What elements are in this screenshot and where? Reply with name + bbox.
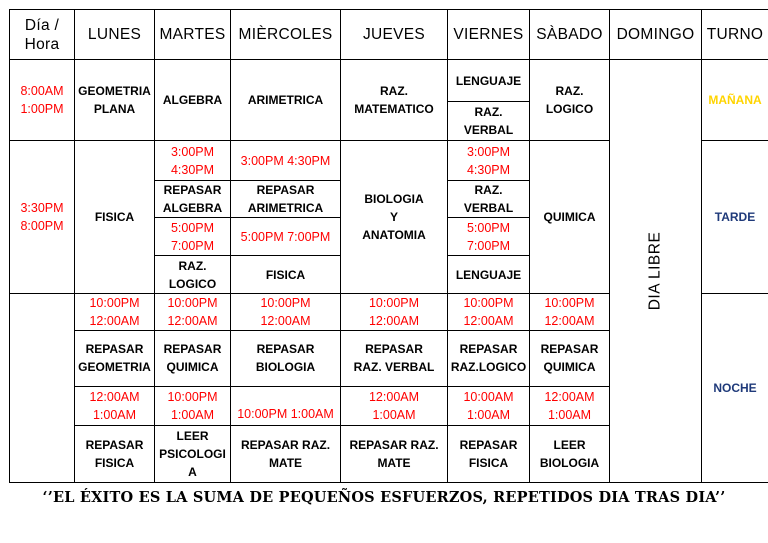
noche-viernes-subject-2: REPASAR FISICA (448, 425, 530, 482)
noche-jueves-subject-1: REPASAR RAZ. VERBAL (341, 330, 448, 386)
noche-jueves-subject-2: REPASAR RAZ. MATE (341, 425, 448, 482)
tarde-martes-subject-2: RAZ. LOGICO (155, 256, 231, 293)
header-jueves: JUEVES (341, 10, 448, 60)
noche-lunes-subject-1: REPASAR GEOMETRIA (75, 330, 155, 386)
noche-lunes-time-1: 10:00PM 12:00AM (75, 293, 155, 330)
tarde-viernes-subject-2: LENGUAJE (448, 256, 530, 293)
tarde-jueves: BIOLOGIA Y ANATOMIA (341, 141, 448, 293)
noche-lunes-subject-2: REPASAR FISICA (75, 425, 155, 482)
tarde-miercoles-subject-2: FISICA (231, 256, 341, 293)
turno-tarde: TARDE (702, 141, 768, 293)
header-turno: TURNO (702, 10, 768, 60)
header-domingo: DOMINGO (610, 10, 702, 60)
tarde-viernes-time-1: 3:00PM 4:30PM (448, 141, 530, 181)
tarde-lunes: FISICA (75, 141, 155, 293)
noche-sabado-subject-2: LEER BIOLOGIA (530, 425, 610, 482)
noche-viernes-time-2: 10:00AM 1:00AM (448, 386, 530, 425)
tarde-viernes-subject-1: RAZ. VERBAL (448, 181, 530, 218)
manana-jueves: RAZ. MATEMATICO (341, 60, 448, 141)
noche-sabado-time-1: 10:00PM 12:00AM (530, 293, 610, 330)
turno-noche: NOCHE (702, 293, 768, 482)
noche-jueves-time-1: 10:00PM 12:00AM (341, 293, 448, 330)
manana-sabado: RAZ. LOGICO (530, 60, 610, 141)
manana-viernes-1: LENGUAJE (448, 60, 530, 102)
manana-viernes-2: RAZ. VERBAL (448, 102, 530, 141)
turno-manana: MAÑANA (702, 60, 768, 141)
header-hora: Día / Hora (10, 10, 75, 60)
manana-lunes: GEOMETRIA PLANA (75, 60, 155, 141)
noche-miercoles-time-1: 10:00PM 12:00AM (231, 293, 341, 330)
manana-martes: ALGEBRA (155, 60, 231, 141)
tarde-martes-time-1: 3:00PM 4:30PM (155, 141, 231, 181)
tarde-sabado: QUIMICA (530, 141, 610, 293)
tarde-miercoles-time-2: 5:00PM 7:00PM (231, 218, 341, 256)
time-noche-empty (10, 293, 75, 482)
noche-miercoles-time-2: 10:00PM 1:00AM (231, 386, 341, 425)
tarde-miercoles-subject-1: REPASAR ARIMETRICA (231, 181, 341, 218)
time-tarde: 3:30PM 8:00PM (10, 141, 75, 293)
noche-martes-subject-2: LEER PSICOLOGI A (155, 425, 231, 482)
header-lunes: LUNES (75, 10, 155, 60)
noche-miercoles-subject-1: REPASAR BIOLOGIA (231, 330, 341, 386)
noche-martes-subject-1: REPASAR QUIMICA (155, 330, 231, 386)
noche-sabado-time-2: 12:00AM 1:00AM (530, 386, 610, 425)
tarde-martes-subject-1: REPASAR ALGEBRA (155, 181, 231, 218)
motivational-quote: ‘’EL ÉXITO ES LA SUMA DE PEQUEÑOS ESFUERZOS, REPETIDOS DIA TRAS DIA’’ (42, 489, 726, 506)
noche-jueves-time-2: 12:00AM 1:00AM (341, 386, 448, 425)
header-martes: MARTES (155, 10, 231, 60)
tarde-viernes-time-2: 5:00PM 7:00PM (448, 218, 530, 256)
header-viernes: VIERNES (448, 10, 530, 60)
noche-martes-time-1: 10:00PM 12:00AM (155, 293, 231, 330)
domingo-dia-libre: DIA LIBRE (610, 60, 702, 483)
noche-viernes-time-1: 10:00PM 12:00AM (448, 293, 530, 330)
noche-martes-time-2: 10:00PM 1:00AM (155, 386, 231, 425)
noche-miercoles-subject-2: REPASAR RAZ. MATE (231, 425, 341, 482)
schedule-table (9, 9, 768, 483)
noche-sabado-subject-1: REPASAR QUIMICA (530, 330, 610, 386)
header-sabado: SÀBADO (530, 10, 610, 60)
noche-lunes-time-2: 12:00AM 1:00AM (75, 386, 155, 425)
manana-miercoles: ARIMETRICA (231, 60, 341, 141)
tarde-martes-time-2: 5:00PM 7:00PM (155, 218, 231, 256)
time-manana: 8:00AM 1:00PM (10, 60, 75, 141)
noche-viernes-subject-1: REPASAR RAZ.LOGICO (448, 330, 530, 386)
tarde-miercoles-time-1: 3:00PM 4:30PM (231, 141, 341, 181)
header-miercoles: MIÈRCOLES (231, 10, 341, 60)
